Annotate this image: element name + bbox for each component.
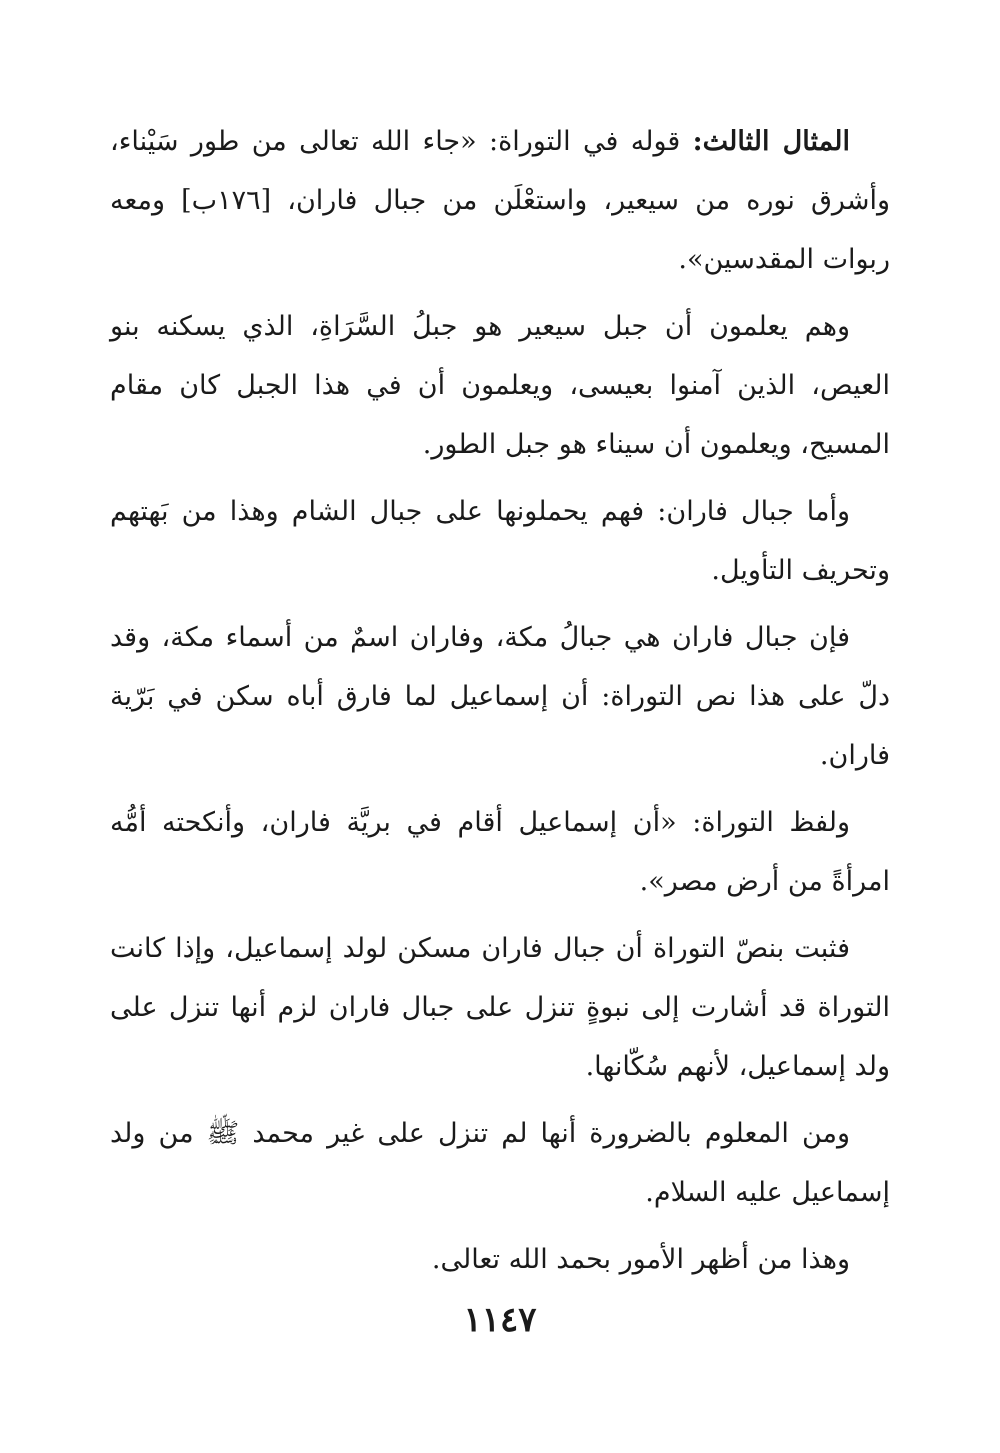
paragraph-3: وأما جبال فاران: فهم يحملونها على جبال الشام وهذا من بَهتهم وتحريف التأويل.: [110, 496, 890, 586]
paragraph-1-text: قوله في التوراة: «جاء الله تعالى من طور سَيْناء، وأشرق نوره من سيعير، واستعْلَن من جبال فاران، [١٧٦ب] ومعه ربوات المقدسين».: [110, 126, 890, 275]
paragraph-1: [110, 112, 890, 289]
paragraph-4: فإن جبال فاران هي جبالُ مكة، وفاران اسمٌ من أسماء مكة، وقد دلّ على هذا نص التوراة: أن إسماعيل لما فارق أباه سكن في بَرّية فاران.: [110, 622, 890, 771]
paragraph-6: فثبت بنصّ التوراة أن جبال فاران مسكن لولد إسماعيل، وإذا كانت التوراة قد أشارت إلى نبوةٍ تنزل على جبال فاران لزم أنها تنزل على ولد إسماعيل، لأنهم سُكّانها.: [110, 933, 890, 1082]
paragraph-7: ومن المعلوم بالضرورة أنها لم تنزل على غير محمد ﷺ من ولد إسماعيل عليه السلام.: [110, 1118, 890, 1208]
paragraph-2: وهم يعلمون أن جبل سيعير هو جبلُ السَّرَاةِ، الذي يسكنه بنو العيص، الذين آمنوا بعيسى، ويعلمون أن في هذا الجبل كان مقام المسيح، ويعلمون أن سيناء هو جبل الطور.: [110, 311, 890, 460]
paragraph-8: وهذا من أظهر الأمور بحمد الله تعالى.: [431, 1244, 850, 1275]
paragraph-5: ولفظ التوراة: «أن إسماعيل أقام في بريَّة فاران، وأنكحته أمُّه امرأةً من أرض مصر».: [110, 807, 890, 897]
page-body: [110, 112, 890, 1297]
page-number: ١١٤٧: [463, 1300, 537, 1340]
paragraph-1-lead: المثال الثالث:: [692, 126, 850, 157]
